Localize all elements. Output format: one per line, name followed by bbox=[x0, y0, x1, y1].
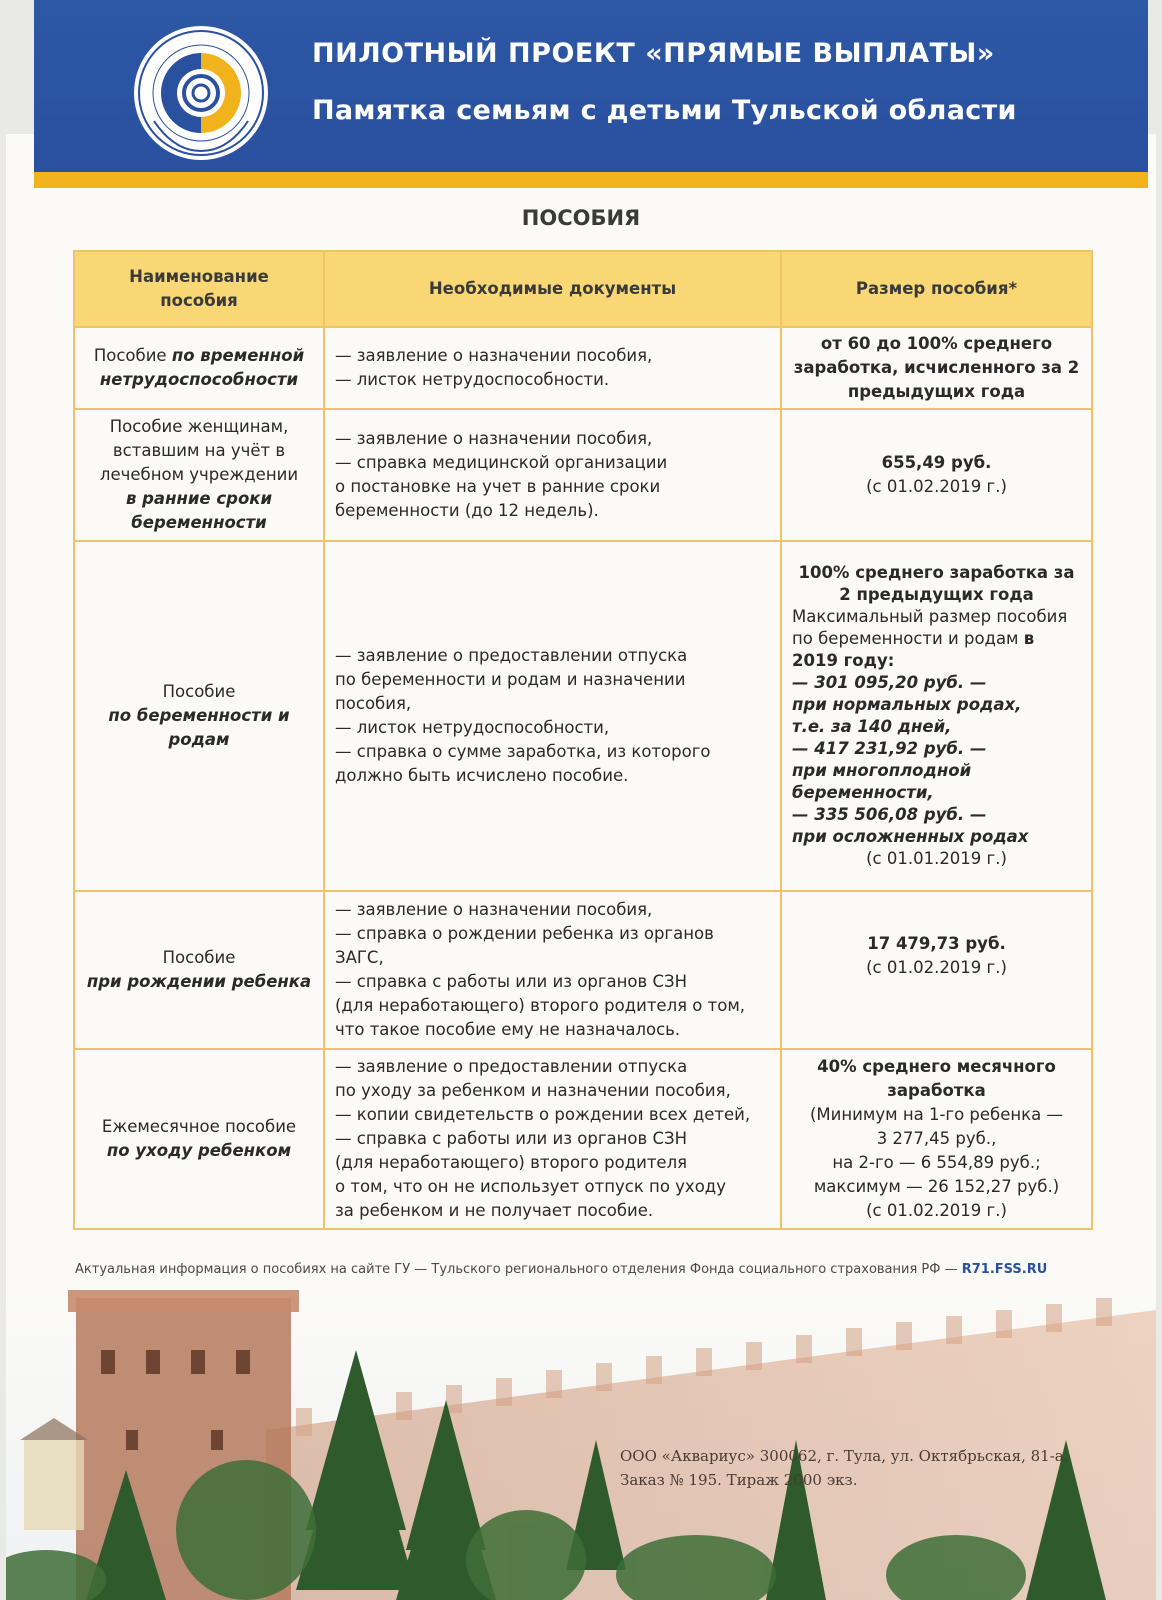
amount-line: беременности, bbox=[792, 783, 934, 802]
column-header: Необходимые документы bbox=[324, 251, 781, 327]
amount-line: — 335 506,08 руб. — bbox=[792, 805, 987, 824]
document-item: — заявление о назначении пособия, bbox=[335, 346, 653, 365]
amount-value: 655,49 руб. bbox=[881, 453, 992, 472]
table-row bbox=[74, 541, 1092, 891]
documents-cell bbox=[324, 327, 781, 409]
amount-line: на 2-го — 6 554,89 руб.; bbox=[832, 1153, 1041, 1172]
amount-head: 100% среднего заработка за 2 предыдущих года bbox=[798, 563, 1075, 604]
document-item: по уходу за ребенком и назначении пособия, bbox=[335, 1081, 731, 1100]
documents-cell bbox=[324, 1049, 781, 1229]
amount-line: 3 277,45 руб., bbox=[876, 1129, 997, 1148]
amount-date: (с 01.02.2019 г.) bbox=[866, 477, 1007, 496]
benefit-name: Ежемесячное пособие bbox=[101, 1117, 297, 1136]
benefit-name-cell bbox=[74, 541, 324, 891]
document-item: — заявление о назначении пособия, bbox=[335, 900, 653, 919]
fss-emblem-icon bbox=[134, 26, 268, 160]
document-item: — справка с работы или из органов СЗН bbox=[335, 972, 687, 991]
amount-line: т.е. за 140 дней, bbox=[792, 717, 952, 736]
benefit-name-emphasis: по беременности и родам bbox=[108, 706, 290, 749]
document-item: — справка с работы или из органов СЗН bbox=[335, 1129, 687, 1148]
amount-cell bbox=[781, 409, 1092, 541]
amount-max-text: Максимальный размер пособия по беременности и родам bbox=[792, 607, 1068, 648]
amount-line: — 301 095,20 руб. — bbox=[792, 673, 987, 692]
print-imprint bbox=[620, 1444, 1068, 1492]
benefit-name-cell bbox=[74, 409, 324, 541]
document-item: ЗАГС, bbox=[335, 948, 384, 967]
document-item: за ребенком и не получает пособие. bbox=[335, 1201, 654, 1220]
benefit-name: Пособие bbox=[93, 346, 172, 365]
amount-date: (с 01.02.2019 г.) bbox=[866, 958, 1007, 977]
imprint-line: ООО «Аквариус» 300062, г. Тула, ул. Октябрьская, 81-а. bbox=[620, 1447, 1069, 1465]
benefit-name: Пособие женщинам, вставшим на учёт в лечебном учреждении bbox=[99, 417, 299, 484]
benefit-name-cell bbox=[74, 1049, 324, 1229]
document-item: (для неработающего) второго родителя о том, bbox=[335, 996, 746, 1015]
document-item: — заявление о предоставлении отпуска bbox=[335, 646, 688, 665]
imprint-line: Заказ № 195. Тираж 2000 экз. bbox=[620, 1471, 858, 1489]
amount-cell bbox=[781, 327, 1092, 409]
amount-cell bbox=[781, 541, 1092, 891]
document-item: — заявление о предоставлении отпуска bbox=[335, 1057, 688, 1076]
column-header: Размер пособия* bbox=[781, 251, 1092, 327]
document-item: по беременности и родам и назначении bbox=[335, 670, 686, 689]
benefit-name: Пособие bbox=[162, 682, 236, 701]
document-item: — справка медицинской организации bbox=[335, 453, 668, 472]
amount-line: (Минимум на 1-го ребенка — bbox=[810, 1105, 1063, 1124]
document-item: — справка о рождении ребенка из органов bbox=[335, 924, 714, 943]
document-item: (для неработающего) второго родителя bbox=[335, 1153, 688, 1172]
header-stripe bbox=[34, 172, 1148, 188]
amount-details bbox=[792, 606, 1081, 848]
document-item: пособия, bbox=[335, 694, 412, 713]
benefits-table bbox=[73, 250, 1093, 1230]
documents-cell bbox=[324, 409, 781, 541]
table-row bbox=[74, 409, 1092, 541]
benefit-name-emphasis: при рождении ребенка bbox=[86, 972, 312, 991]
table-row bbox=[74, 327, 1092, 409]
amount-date: (с 01.01.2019 г.) bbox=[866, 849, 1007, 868]
document-item: — листок нетрудоспособности. bbox=[335, 370, 610, 389]
table-row bbox=[74, 891, 1092, 1049]
amount-value: 17 479,73 руб. bbox=[867, 934, 1006, 953]
benefit-name-cell bbox=[74, 327, 324, 409]
document-item: — справка о сумме заработка, из которого bbox=[335, 742, 711, 761]
amount-line: (с 01.02.2019 г.) bbox=[866, 1201, 1007, 1220]
column-header: Наименование пособия bbox=[74, 251, 324, 327]
benefit-name-emphasis: в ранние сроки беременности bbox=[125, 489, 273, 532]
amount-cell bbox=[781, 1049, 1092, 1229]
documents-cell bbox=[324, 891, 781, 1049]
fss-site-link[interactable]: R71.FSS.RU bbox=[961, 1262, 1048, 1277]
documents-cell bbox=[324, 541, 781, 891]
header-subtitle: Памятка семьям с детьми Тульской области bbox=[312, 95, 1017, 126]
section-title: ПОСОБИЯ bbox=[521, 206, 641, 230]
amount-cell bbox=[781, 891, 1092, 1049]
document-item: беременности (до 12 недель). bbox=[335, 501, 599, 520]
document-item: должно быть исчислено пособие. bbox=[335, 766, 629, 785]
amount-text: от 60 до 100% среднего заработка, исчисленного за 2 предыдущих года bbox=[793, 334, 1080, 401]
amount-line: при нормальных родах, bbox=[792, 695, 1022, 714]
document-item: что такое пособие ему не назначалось. bbox=[335, 1020, 681, 1039]
footer-note bbox=[75, 1262, 1047, 1277]
footer-note-text: Актуальная информация о пособиях на сайте ГУ — Тульского регионального отделения Фонда социального страхования РФ — bbox=[75, 1262, 962, 1277]
table-header-row bbox=[74, 251, 1092, 327]
benefit-name: Пособие bbox=[162, 948, 236, 967]
amount-line: при осложненных родах bbox=[792, 827, 1029, 846]
header-title: ПИЛОТНЫЙ ПРОЕКТ «ПРЯМЫЕ ВЫПЛАТЫ» bbox=[312, 38, 995, 69]
amount-line: максимум — 26 152,27 руб.) bbox=[813, 1177, 1060, 1196]
document-item: — заявление о назначении пособия, bbox=[335, 429, 653, 448]
benefit-name-emphasis: по временной нетрудоспособности bbox=[99, 346, 305, 389]
benefit-name-cell bbox=[74, 891, 324, 1049]
fss-logo bbox=[134, 26, 268, 160]
table-row bbox=[74, 1049, 1092, 1229]
document-item: о постановке на учет в ранние сроки bbox=[335, 477, 661, 496]
amount-line: при многоплодной bbox=[792, 761, 972, 780]
document-item: — листок нетрудоспособности, bbox=[335, 718, 610, 737]
document-item: — копии свидетельств о рождении всех детей, bbox=[335, 1105, 751, 1124]
amount-max-year: в 2019 году: bbox=[792, 629, 1035, 670]
amount-line: — 417 231,92 руб. — bbox=[792, 739, 987, 758]
benefit-name-emphasis: по уходу ребенком bbox=[106, 1141, 292, 1160]
document-item: о том, что он не использует отпуск по уходу bbox=[335, 1177, 726, 1196]
amount-head: 40% среднего месячного заработка bbox=[817, 1057, 1056, 1100]
